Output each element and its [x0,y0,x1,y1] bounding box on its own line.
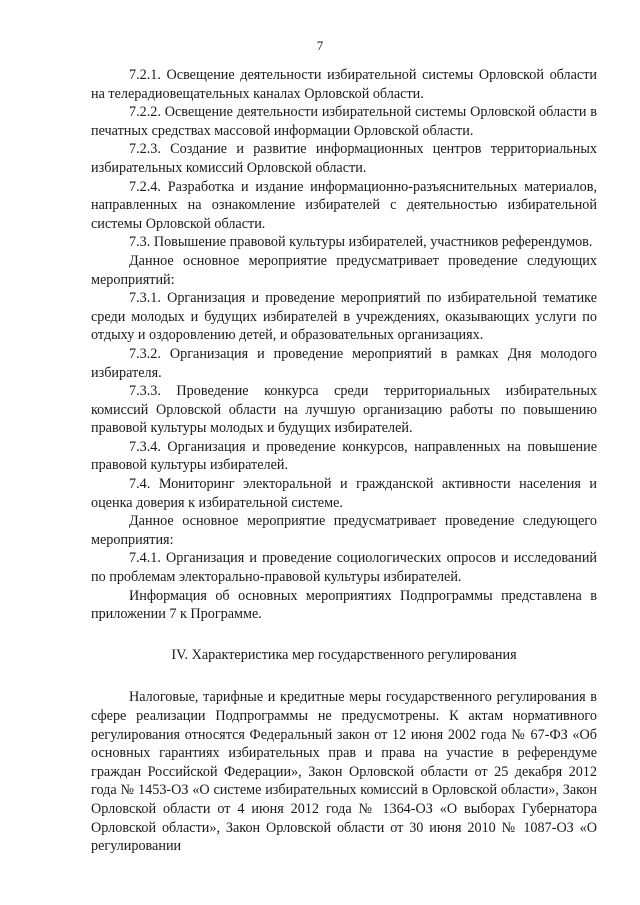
paragraph: 7.3.3. Проведение конкурса среди территориальных избирательных комиссий Орловской области на лучшую организацию работы по повышению правовой культуры молодых и будущих избирателей. [91,383,597,437]
paragraph: 7.2.3. Создание и развитие информационных центров территориальных избирательных комиссий Орловской области. [91,141,597,176]
page-number: 7 [316,38,324,53]
paragraph: Налоговые, тарифные и кредитные меры государственного регулирования в сфере реализации Подпрограммы не предусмотрены. К актам нормативного регулирования относятся Федеральный закон от 12 июня 2002 года № 67-ФЗ «Об основных гарантиях избирательных прав и права на участие в референдуме граждан Российской Федерации», Закон Орловской области от 25 декабря 2012 года № 1453-ОЗ «О системе избирательных комиссий в Орловской области», Закон Орловской области от 4 июня 2012 года № 1364-ОЗ «О выборах Губернатора Орловской области», Закон Орловской области от 30 июня 2010 № 1087-ОЗ «О регулировании [91,689,597,855]
paragraph: 7.3.1. Организация и проведение мероприятий по избирательной тематике среди молодых и будущих избирателей в учреждениях, оказывающих услуги по отдыху и оздоровлению детей, и образовательных организациях. [91,290,597,344]
paragraph: 7.3.4. Организация и проведение конкурсов, направленных на повышение правовой культуры избирателей. [91,438,597,474]
paragraph: Информация об основных мероприятиях Подпрограммы представлена в приложении 7 к Программе. [91,587,597,623]
paragraph: Данное основное мероприятие предусматривает проведение следующего мероприятия: [91,513,597,548]
paragraph: Данное основное мероприятие предусматривает проведение следующих мероприятий: [91,252,597,288]
paragraph: 7.2.4. Разработка и издание информационно-разъяснительных материалов, направленных на ознакомление избирателей с деятельностью избирательной системы Орловской области. [91,178,597,232]
section-heading: IV. Характеристика мер государственного регулирования [171,646,517,663]
paragraph: 7.2.1. Освещение деятельности избирательной системы Орловской области на телерадиовещательных каналах Орловской области. [91,67,597,102]
paragraph: 7.2.2. Освещение деятельности избирательной системы Орловской области в печатных средствах массовой информации Орловской области. [91,104,597,139]
paragraph: 7.3.2. Организация и проведение мероприятий в рамках Дня молодого избирателя. [91,345,597,381]
document-body [91,66,597,856]
paragraph: 7.4.1. Организация и проведение социологических опросов и исследований по проблемам электорально-правовой культуры избирателей. [91,550,597,586]
paragraph: 7.4. Мониторинг электоральной и гражданской активности населения и оценка доверия к избирательной системе. [91,476,597,511]
paragraph: 7.3. Повышение правовой культуры избирателей, участников референдумов. [129,234,593,251]
